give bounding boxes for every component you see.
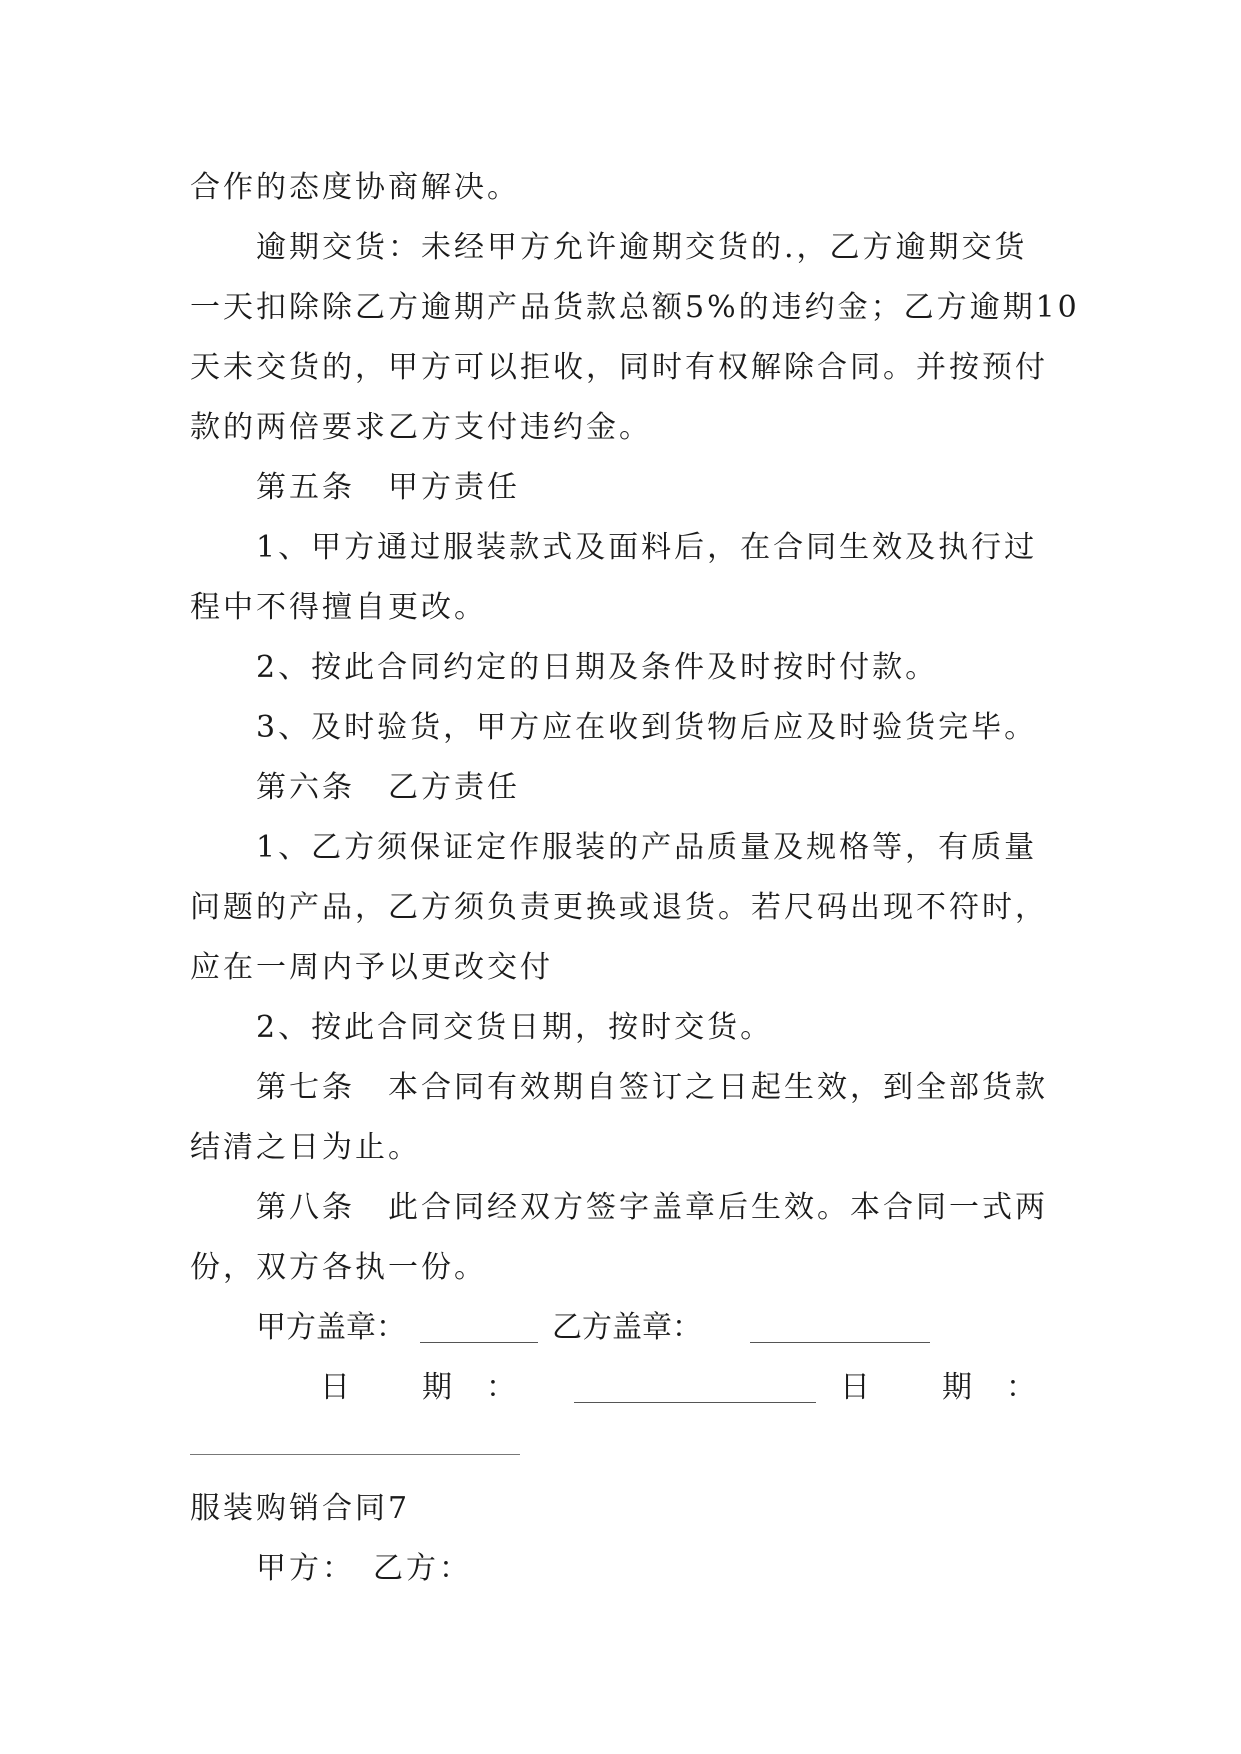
paragraph-line: 份，双方各执一份。 [190, 1250, 487, 1285]
party-a-seal-blank [420, 1342, 538, 1343]
date-char-2: 期 [422, 1370, 452, 1405]
seal-row [190, 1298, 1050, 1358]
section-heading: 第五条 甲方责任 [256, 470, 520, 505]
paragraph-line: 应在一周内予以更改交付 [190, 950, 553, 985]
paragraph-line: 天未交货的，甲方可以拒收，同时有权解除合同。并按预付 [190, 350, 1048, 385]
date-char-2: 期 [942, 1370, 972, 1405]
date-row [190, 1358, 1050, 1418]
paragraph-line: 逾期交货：未经甲方允许逾期交货的.，乙方逾期交货 [256, 230, 1028, 265]
paragraph-line: 款的两倍要求乙方支付违约金。 [190, 410, 652, 445]
paragraph-line: 2、按此合同约定的日期及条件及时按时付款。 [256, 650, 939, 685]
paragraph-line: 1、甲方通过服装款式及面料后，在合同生效及执行过 [256, 530, 1038, 565]
paragraph-line: 程中不得擅自更改。 [190, 590, 487, 625]
paragraph-line: 1、乙方须保证定作服装的产品质量及规格等，有质量 [256, 830, 1038, 865]
date-char-1: 日 [320, 1370, 350, 1405]
document-page [190, 158, 1080, 1599]
paragraph-line: 第八条 此合同经双方签字盖章后生效。本合同一式两 [256, 1190, 1048, 1225]
next-contract-title: 服装购销合同7 [190, 1491, 411, 1526]
date-char-1: 日 [840, 1370, 870, 1405]
paragraph-line: 结清之日为止。 [190, 1130, 421, 1165]
paragraph-line: 3、及时验货，甲方应在收到货物后应及时验货完毕。 [256, 710, 1038, 745]
paragraph-line: 合作的态度协商解决。 [190, 170, 520, 205]
party-a-seal-label: 甲方盖章： [256, 1310, 406, 1345]
date-colon: ： [1006, 1370, 1036, 1405]
paragraph-line: 2、按此合同交货日期，按时交货。 [256, 1010, 774, 1045]
paragraph-line: 一天扣除除乙方逾期产品货款总额5%的违约金；乙方逾期10 [190, 290, 1080, 325]
parties-line: 甲方： 乙方： [256, 1551, 472, 1586]
party-b-seal-blank [750, 1342, 930, 1343]
section-heading: 第六条 乙方责任 [256, 770, 520, 805]
party-b-date-blank [190, 1454, 520, 1455]
date-colon: ： [486, 1370, 516, 1405]
party-a-date-blank [574, 1402, 816, 1403]
paragraph-line: 第七条 本合同有效期自签订之日起生效，到全部货款 [256, 1070, 1048, 1105]
party-b-seal-label: 乙方盖章： [552, 1310, 702, 1345]
paragraph-line: 问题的产品，乙方须负责更换或退货。若尺码出现不符时， [190, 890, 1048, 925]
